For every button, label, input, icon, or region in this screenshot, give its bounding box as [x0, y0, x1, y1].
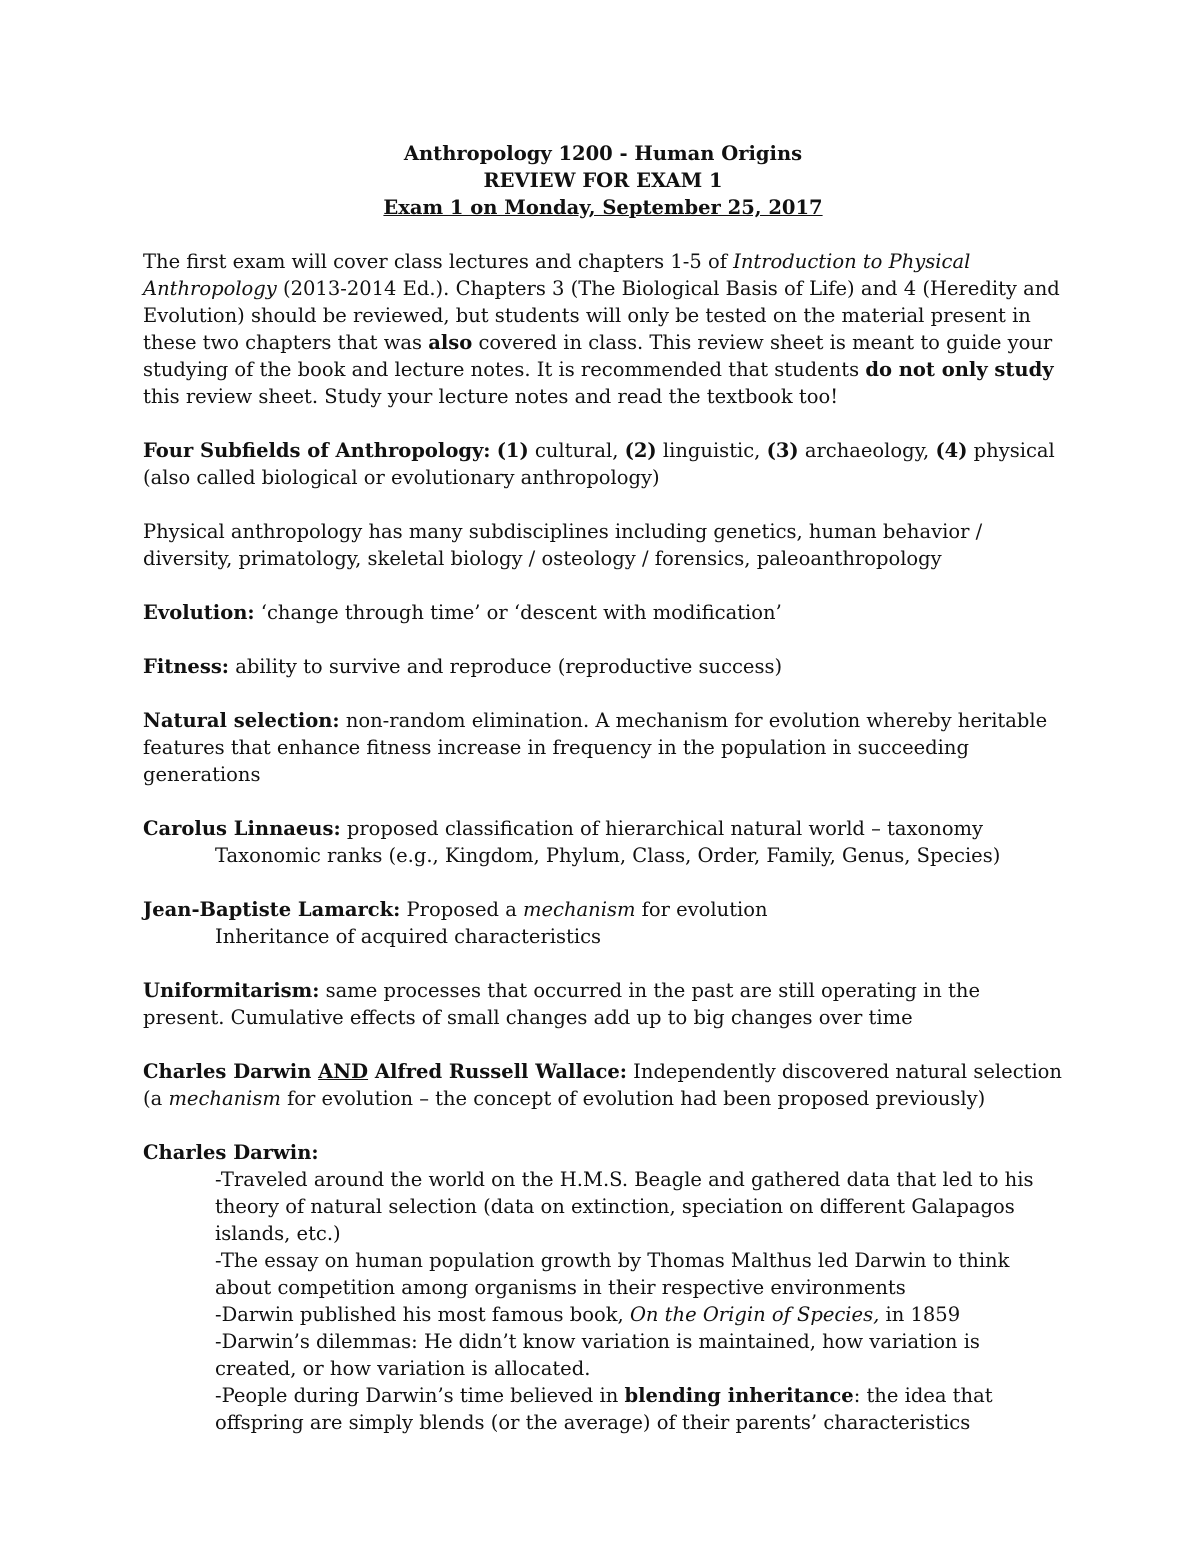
uniformitarism-entry: Uniformitarism: same processes that occurred in the past are still operating in the present. Cumulative effects of small changes add up to big changes over time	[143, 979, 980, 1029]
darwin-bullet: -Traveled around the world on the H.M.S. Beagle and gathered data that led to his theory of natural selection (data on extinction, speciation on different Galapagos islands, etc.)	[215, 1168, 1034, 1245]
lamarck-entry: Jean-Baptiste Lamarck: Proposed a mechanism for evolution Inheritance of acquired characteristics	[143, 898, 768, 948]
term: Carolus Linnaeus:	[143, 817, 341, 840]
darwin-wallace-entry: Charles Darwin AND Alfred Russell Wallace: Independently discovered natural selection (a mechanism for evolution – the concept of evolution had been proposed previously)	[143, 1060, 1062, 1110]
evolution-entry: Evolution: ‘change through time’ or ‘descent with modification’	[143, 601, 782, 624]
darwin-bullet: -People during Darwin’s time believed in blending inheritance: the idea that offspring are simply blends (or the average) of their parents’ characteristics	[215, 1384, 993, 1434]
document-header	[143, 140, 1063, 221]
term: Uniformitarism:	[143, 979, 320, 1002]
linnaeus-entry: Carolus Linnaeus: proposed classification of hierarchical natural world – taxonomy Taxonomic ranks (e.g., Kingdom, Phylum, Class, Order, Family, Genus, Species)	[143, 817, 1001, 867]
darwin-bullet: -Darwin published his most famous book, On the Origin of Species, in 1859	[215, 1303, 961, 1326]
term: Evolution:	[143, 601, 255, 624]
exam-date: Exam 1 on Monday, September 25, 2017	[383, 196, 823, 219]
review-title: REVIEW FOR EXAM 1	[483, 169, 723, 192]
term: Jean-Baptiste Lamarck:	[143, 898, 401, 921]
physical-anthropology-paragraph: Physical anthropology has many subdisciplines including genetics, human behavior / diversity, primatology, skeletal biology / osteology / forensics, paleoanthropology	[143, 520, 983, 570]
term: Charles Darwin:	[143, 1141, 319, 1164]
term: Four Subfields of Anthropology:	[143, 439, 491, 462]
fitness-entry: Fitness: ability to survive and reproduce (reproductive success)	[143, 655, 783, 678]
subfields-entry: Four Subfields of Anthropology: (1) cultural, (2) linguistic, (3) archaeology, (4) physical (also called biological or evolutionary anthropology)	[143, 439, 1055, 489]
darwin-bullet: -Darwin’s dilemmas: He didn’t know variation is maintained, how variation is created, or how variation is allocated.	[215, 1330, 980, 1380]
darwin-bullet: -The essay on human population growth by Thomas Malthus led Darwin to think about competition among organisms in their respective environments	[215, 1249, 1010, 1299]
sub-note: Taxonomic ranks (e.g., Kingdom, Phylum, Class, Order, Family, Genus, Species)	[215, 844, 1001, 867]
course-title: Anthropology 1200 - Human Origins	[403, 142, 803, 165]
term: Fitness:	[143, 655, 229, 678]
intro-paragraph: The first exam will cover class lectures and chapters 1-5 of Introduction to Physical Anthropology (2013-2014 Ed.). Chapters 3 (The Biological Basis of Life) and 4 (Heredity and Evolution) should be reviewed, but students will only be tested on the material present in these two chapters that was also covered in class. This review sheet is meant to guide your studying of the book and lecture notes. It is recommended that students do not only study this review sheet. Study your lecture notes and read the textbook too!	[143, 250, 1060, 408]
book-title: Introduction to Physical Anthropology	[143, 250, 971, 300]
sub-note: Inheritance of acquired characteristics	[215, 925, 602, 948]
darwin-entry	[143, 1139, 1063, 1436]
term: Natural selection:	[143, 709, 340, 732]
document-page	[143, 140, 1063, 1436]
natural-selection-entry: Natural selection: non-random elimination. A mechanism for evolution whereby heritable features that enhance fitness increase in frequency in the population in succeeding generations	[143, 709, 1048, 786]
